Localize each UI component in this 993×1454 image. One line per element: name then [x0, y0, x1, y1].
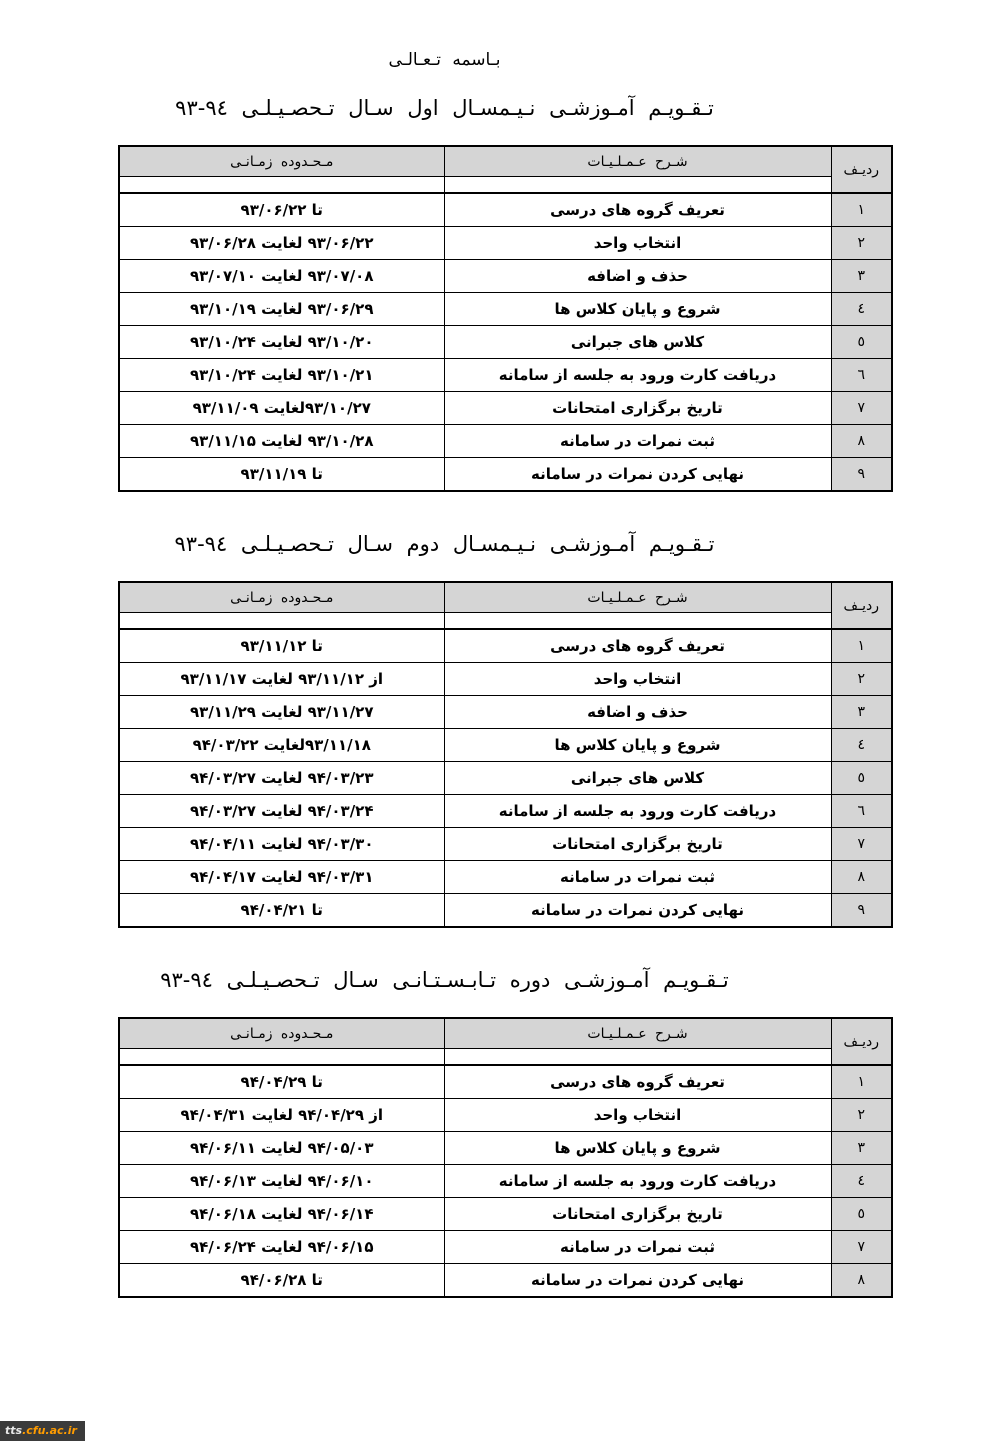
description-cell: دریافت کارت ورود به جلسه از سامانه	[444, 1165, 831, 1198]
table-row	[119, 729, 892, 762]
document-content	[120, 50, 893, 1298]
table-row	[119, 762, 892, 795]
description-cell: شروع و پایان کلاس ها	[444, 729, 831, 762]
description-cell: کلاس های جبرانی	[444, 762, 831, 795]
table-row	[119, 293, 892, 326]
time-range-cell: تا ۹۴/۰۴/۲۹	[119, 1065, 444, 1099]
section-title: تـقـویـم آمـوزشـی دوره تـابـسـتـانـی سـال تـحصـیـلـی ٩٤-٩٣	[160, 968, 729, 992]
time-range-cell: ۹۴/۰۳/۲۳ لغایت ۹۴/۰۳/۲۷	[119, 762, 444, 795]
description-cell: ثبت نمرات در سامانه	[444, 425, 831, 458]
spacer-cell	[119, 1049, 444, 1066]
time-range-cell: ۹۳/۱۱/۱۸لغایت ۹۴/۰۳/۲۲	[119, 729, 444, 762]
row-number-cell: ١	[831, 1065, 892, 1099]
time-range-cell: از ۹۳/۱۱/۱۲ لغایت ۹۳/۱۱/۱۷	[119, 663, 444, 696]
description-cell: انتخاب واحد	[444, 1099, 831, 1132]
calendar-table	[118, 1017, 893, 1298]
row-number-cell: ١	[831, 629, 892, 663]
row-number-cell: ٤	[831, 1165, 892, 1198]
table-row	[119, 861, 892, 894]
spacer-cell	[444, 613, 831, 630]
description-cell: انتخاب واحد	[444, 663, 831, 696]
description-cell: شروع و پایان کلاس ها	[444, 293, 831, 326]
time-range-cell: تا ۹۳/۱۱/۱۲	[119, 629, 444, 663]
watermark-domain: .cfu.ac.ir	[22, 1424, 77, 1437]
time-range-cell: ۹۴/۰۶/۱۵ لغایت ۹۴/۰۶/۲۴	[119, 1231, 444, 1264]
row-number-cell: ٩	[831, 458, 892, 492]
description-cell: دریافت کارت ورود به جلسه از سامانه	[444, 359, 831, 392]
description-cell: حذف و اضافه	[444, 696, 831, 729]
calendar-table	[118, 581, 893, 928]
table-row	[119, 458, 892, 492]
row-number-cell: ٤	[831, 729, 892, 762]
description-cell: تعریف گروه های درسی	[444, 193, 831, 227]
description-cell: حذف و اضافه	[444, 260, 831, 293]
row-number-cell: ٢	[831, 1099, 892, 1132]
time-range-cell: تا ۹۴/۰۶/۲۸	[119, 1264, 444, 1298]
row-number-cell: ٥	[831, 1198, 892, 1231]
row-number-cell: ٥	[831, 762, 892, 795]
header-spacer-row	[119, 1049, 892, 1066]
calendar-section	[120, 968, 893, 1298]
column-header-time-range: مـحـدوده زمـانـی	[119, 582, 444, 613]
description-cell: دریافت کارت ورود به جلسه از سامانه	[444, 795, 831, 828]
time-range-cell: تا ۹۴/۰۴/۲۱	[119, 894, 444, 928]
row-number-cell: ٦	[831, 359, 892, 392]
document-page	[0, 50, 993, 1454]
row-number-cell: ٣	[831, 260, 892, 293]
row-number-cell: ٨	[831, 425, 892, 458]
description-cell: شروع و پایان کلاس ها	[444, 1132, 831, 1165]
row-number-cell: ٤	[831, 293, 892, 326]
row-number-cell: ٧	[831, 1231, 892, 1264]
time-range-cell: ۹۴/۰۶/۱۰ لغایت ۹۴/۰۶/۱۳	[119, 1165, 444, 1198]
table-row	[119, 1065, 892, 1099]
description-cell: کلاس های جبرانی	[444, 326, 831, 359]
row-number-cell: ٢	[831, 663, 892, 696]
column-header-row-number: ردیـف	[831, 582, 892, 629]
table-row	[119, 193, 892, 227]
description-cell: نهایی کردن نمرات در سامانه	[444, 894, 831, 928]
header-row	[119, 1018, 892, 1049]
time-range-cell: تا ۹۳/۱۱/۱۹	[119, 458, 444, 492]
calendar-tables	[120, 96, 893, 1298]
description-cell: انتخاب واحد	[444, 227, 831, 260]
time-range-cell: ۹۴/۰۳/۳۰ لغایت ۹۴/۰۴/۱۱	[119, 828, 444, 861]
column-header-time-range: مـحـدوده زمـانـی	[119, 146, 444, 177]
row-number-cell: ٧	[831, 828, 892, 861]
time-range-cell: ۹۴/۰۶/۱۴ لغایت ۹۴/۰۶/۱۸	[119, 1198, 444, 1231]
calendar-section	[120, 532, 893, 928]
table-row	[119, 629, 892, 663]
table-row	[119, 392, 892, 425]
calendar-table	[118, 145, 893, 492]
table-body	[119, 629, 892, 927]
spacer-cell	[444, 1049, 831, 1066]
row-number-cell: ٢	[831, 227, 892, 260]
table-row	[119, 1165, 892, 1198]
calendar-section	[120, 96, 893, 492]
header-spacer-row	[119, 613, 892, 630]
description-cell: نهایی کردن نمرات در سامانه	[444, 458, 831, 492]
table-row	[119, 795, 892, 828]
time-range-cell: ۹۴/۰۳/۳۱ لغایت ۹۴/۰۴/۱۷	[119, 861, 444, 894]
spacer-cell	[119, 613, 444, 630]
spacer-cell	[444, 177, 831, 194]
time-range-cell: تا ۹۳/۰۶/۲۲	[119, 193, 444, 227]
table-row	[119, 1231, 892, 1264]
section-title: تـقـویـم آمـوزشـی نـیـمسـال اول سـال تـحصـیـلـی ٩٤-٩٣	[175, 96, 714, 120]
time-range-cell: ۹۳/۰۷/۰۸ لغایت ۹۳/۰۷/۱۰	[119, 260, 444, 293]
header-row	[119, 582, 892, 613]
time-range-cell: ۹۴/۰۳/۲۴ لغایت ۹۴/۰۳/۲۷	[119, 795, 444, 828]
header-row	[119, 146, 892, 177]
table-row	[119, 1132, 892, 1165]
watermark	[0, 1421, 85, 1441]
time-range-cell: ۹۳/۱۰/۲۰ لغایت ۹۳/۱۰/۲۴	[119, 326, 444, 359]
table-row	[119, 828, 892, 861]
table-row	[119, 894, 892, 928]
column-header-row-number: ردیـف	[831, 1018, 892, 1065]
table-body	[119, 1065, 892, 1297]
time-range-cell: ۹۳/۰۶/۲۹ لغایت ۹۳/۱۰/۱۹	[119, 293, 444, 326]
row-number-cell: ٣	[831, 696, 892, 729]
description-cell: تاریخ برگزاری امتحانات	[444, 828, 831, 861]
spacer-cell	[119, 177, 444, 194]
table-row	[119, 425, 892, 458]
table-body	[119, 193, 892, 491]
bismillah-heading: بـاسمه تـعـالـی	[388, 50, 501, 70]
section-title: تـقـویـم آمـوزشـی نـیـمسـال دوم سـال تـحصـیـلـی ٩٤-٩٣	[174, 532, 715, 556]
time-range-cell: ۹۴/۰۵/۰۳ لغایت ۹۴/۰۶/۱۱	[119, 1132, 444, 1165]
description-cell: تاریخ برگزاری امتحانات	[444, 1198, 831, 1231]
table-row	[119, 663, 892, 696]
time-range-cell: ۹۳/۱۱/۲۷ لغایت ۹۳/۱۱/۲۹	[119, 696, 444, 729]
column-header-row-number: ردیـف	[831, 146, 892, 193]
row-number-cell: ١	[831, 193, 892, 227]
table-row	[119, 1099, 892, 1132]
time-range-cell: ۹۳/۰۶/۲۲ لغایت ۹۳/۰۶/۲۸	[119, 227, 444, 260]
description-cell: ثبت نمرات در سامانه	[444, 861, 831, 894]
column-header-description: شـرح عـمـلـیـات	[444, 146, 831, 177]
row-number-cell: ٨	[831, 1264, 892, 1298]
row-number-cell: ٧	[831, 392, 892, 425]
table-row	[119, 359, 892, 392]
column-header-description: شـرح عـمـلـیـات	[444, 582, 831, 613]
table-row	[119, 1264, 892, 1298]
watermark-prefix: tts	[5, 1424, 23, 1437]
column-header-time-range: مـحـدوده زمـانـی	[119, 1018, 444, 1049]
row-number-cell: ٨	[831, 861, 892, 894]
time-range-cell: ۹۳/۱۰/۲۸ لغایت ۹۳/۱۱/۱۵	[119, 425, 444, 458]
table-row	[119, 326, 892, 359]
description-cell: نهایی کردن نمرات در سامانه	[444, 1264, 831, 1298]
header-spacer-row	[119, 177, 892, 194]
row-number-cell: ٣	[831, 1132, 892, 1165]
column-header-description: شـرح عـمـلـیـات	[444, 1018, 831, 1049]
row-number-cell: ٥	[831, 326, 892, 359]
table-row	[119, 260, 892, 293]
description-cell: تعریف گروه های درسی	[444, 1065, 831, 1099]
description-cell: ثبت نمرات در سامانه	[444, 1231, 831, 1264]
table-row	[119, 1198, 892, 1231]
time-range-cell: ۹۳/۱۰/۲۷لغایت ۹۳/۱۱/۰۹	[119, 392, 444, 425]
table-row	[119, 227, 892, 260]
description-cell: تاریخ برگزاری امتحانات	[444, 392, 831, 425]
table-row	[119, 696, 892, 729]
time-range-cell: از ۹۴/۰۴/۲۹ لغایت ۹۴/۰۴/۳۱	[119, 1099, 444, 1132]
row-number-cell: ٩	[831, 894, 892, 928]
description-cell: تعریف گروه های درسی	[444, 629, 831, 663]
row-number-cell: ٦	[831, 795, 892, 828]
time-range-cell: ۹۳/۱۰/۲۱ لغایت ۹۳/۱۰/۲۴	[119, 359, 444, 392]
